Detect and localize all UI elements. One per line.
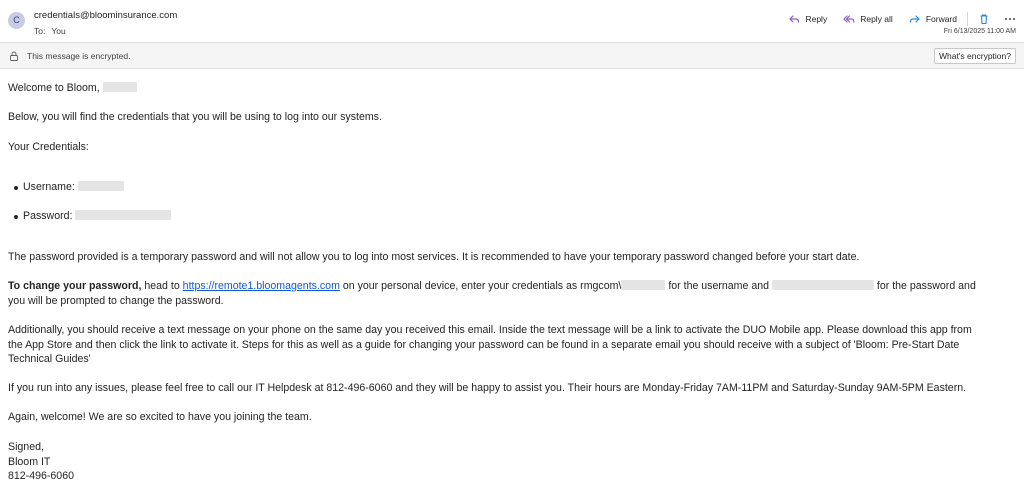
remote-portal-link[interactable]: https://remote1.bloomagents.com [182,280,340,292]
signature-team: Bloom IT [8,455,51,468]
recipient-line [34,26,66,36]
encryption-notice: This message is encrypted. [27,51,131,61]
signature-signed: Signed, [8,441,44,453]
forward-icon [909,13,921,25]
reply-label: Reply [805,14,828,24]
list-item [23,209,171,224]
password-label: Password: [23,210,73,222]
welcome-paragraph: Again, welcome! We are so excited to have you joining the team. [8,411,312,423]
actions-divider [967,12,968,26]
delete-button[interactable] [978,13,990,25]
reply-icon [788,13,800,25]
greeting-text: Welcome to Bloom, [8,82,100,94]
redacted-password [75,210,171,220]
lock-icon [9,51,19,61]
more-options-button[interactable] [1004,13,1016,25]
username-label: Username: [23,181,75,193]
recipient-name[interactable]: You [51,26,66,36]
greeting-paragraph [8,81,1016,96]
change-password-paragraph: To change your password, head to https://remote1.bloomagents.com on your personal device, enter your credentials as rmgcom\ for the username and for the password and [8,280,976,292]
reply-all-label: Reply all [860,14,893,24]
sender-address[interactable]: credentials@bloominsurance.com [34,10,178,21]
list-item [23,180,124,195]
redacted-password [772,280,874,290]
more-icon [1004,13,1016,25]
encryption-banner [0,42,1024,69]
forward-button[interactable] [909,13,957,25]
duo-paragraph-line1: Additionally, you should receive a text message on your phone on the same day you received this email. Inside the text message will be a link to activate the DUO Mobile app. Please download this app from [8,324,972,336]
to-label: To: [34,26,46,36]
signature-phone: 812-496-6060 [8,470,74,482]
whats-encryption-button[interactable]: What's encryption? [934,48,1016,64]
reply-all-button[interactable] [843,13,893,25]
reply-button[interactable] [788,13,827,25]
message-actions [772,11,1016,27]
helpdesk-paragraph: If you run into any issues, please feel free to call our IT Helpdesk at 812-496-6060 and they will be happy to assist you. Their hours are Monday-Friday 7AM-11PM and Saturday-Sunday 9AM-5PM Eastern. [8,382,967,394]
reply-all-icon [843,13,855,25]
credentials-heading: Your Credentials: [8,141,89,153]
received-date: Fri 6/13/2025 11:00 AM [943,28,1016,35]
redacted-name [103,82,137,92]
redacted-username [78,181,124,191]
duo-paragraph-line3: Technical Guides' [8,353,91,365]
change-password-bold: To change your password, [8,280,142,292]
trash-icon [978,13,990,25]
message-header [0,0,1024,42]
redacted-username [621,280,665,290]
temporary-password-paragraph: The password provided is a temporary password and will not allow you to log into most services. It is recommended to have your temporary password changed before your start date. [8,251,860,263]
forward-label: Forward [925,14,957,24]
intro-paragraph: Below, you will find the credentials that you will be using to log into our systems. [8,111,382,123]
duo-paragraph-line2: the App Store and then click the link to activate it. Steps for this as well as a guide for changing your password can be found in a separate email you should receive with a subject of 'Bloom: Pre-Start Date [8,338,960,351]
change-password-paragraph-line2: you will be prompted to change the password. [8,294,224,307]
sender-avatar[interactable]: C [8,12,25,29]
